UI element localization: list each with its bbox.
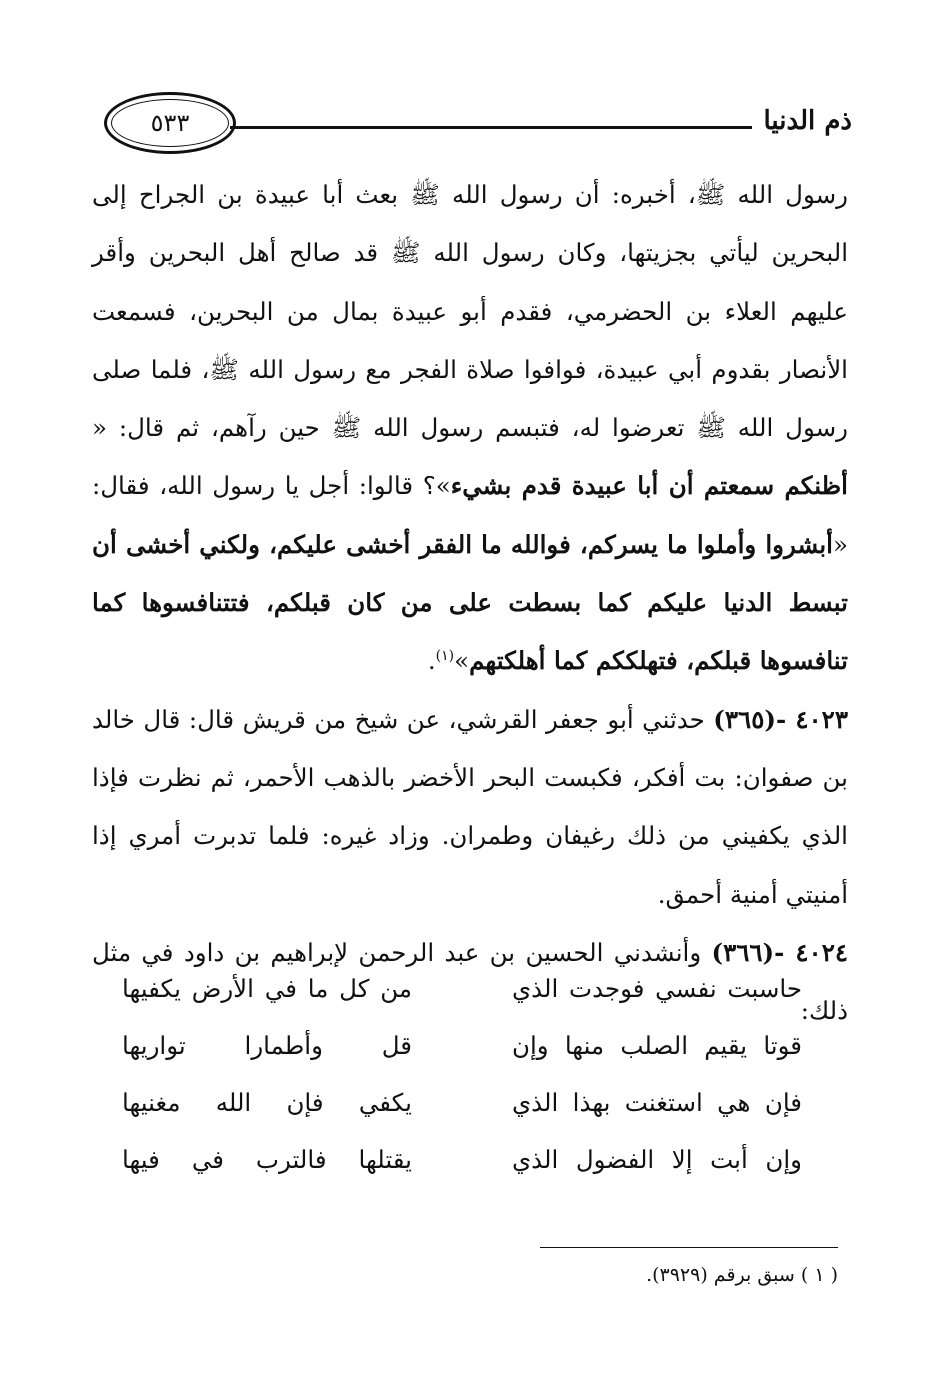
- report-number-4024: ٤٠٢٤ -(٣٦٦): [711, 937, 849, 967]
- verse-second-hemistich: من كل ما في الأرض يكفيها: [122, 974, 412, 1003]
- verse-line: [122, 1131, 802, 1188]
- page-number: ٥٣٣: [150, 109, 190, 137]
- paragraph-hadith: [92, 166, 848, 691]
- main-text: [92, 166, 848, 1040]
- footnote: ( ١ ) سبق برقم (٣٩٢٩).: [646, 1264, 838, 1286]
- prophet-quote-2: أبشروا وأملوا ما يسركم، فوالله ما الفقر أخشى عليكم، ولكني أخشى أن تبسط الدنيا عليكم كما بسطت على من كان قبلكم، فتتنافسوها كما تنافسوها قبلكم، فتهلككم كما أهلكتهم: [92, 529, 848, 676]
- verse-line: [122, 960, 802, 1017]
- verse-second-hemistich: يقتلها فالترب في فيها: [122, 1145, 412, 1174]
- footnote-reference: (١): [435, 648, 455, 665]
- hadith-narration-2: »؟ قالوا: أجل يا رسول الله، فقال: «: [92, 471, 848, 559]
- report-text-4023: حدثني أبو جعفر القرشي، عن شيخ من قريش قال: قال خالد بن صفوان: بت أفكر، فكبست البحر الأخضر بالذهب الأحمر، ثم نظرت فإذا الذي يكفيني من ذلك رغيفان وطمران. وزاد غيره: فلما تدبرت أمري إذا أمنيتي أمنية أحمق.: [92, 704, 848, 909]
- poem-verses: [122, 960, 802, 1188]
- running-title: ذم الدنيا: [763, 106, 852, 136]
- report-text-4024: وأنشدني الحسين بن عبد الرحمن لإبراهيم بن داود في مثل ذلك:: [92, 937, 848, 1026]
- verse-first-hemistich: حاسبت نفسي فوجدت الذي: [512, 974, 802, 1003]
- prophet-quote-1: أظنكم سمعتم أن أبا عبيدة قدم بشيء: [450, 471, 848, 501]
- page-header: [100, 88, 852, 158]
- verse-first-hemistich: فإن هي استغنت بهذا الذي: [512, 1088, 802, 1117]
- verse-line: [122, 1017, 802, 1074]
- verse-second-hemistich: يكفي فإن الله مغنيها: [122, 1088, 412, 1117]
- verse-first-hemistich: قوتا يقيم الصلب منها وإن: [512, 1031, 802, 1060]
- verse-second-hemistich: قل وأطمارا تواريها: [122, 1031, 412, 1060]
- verse-first-hemistich: وإن أبت إلا الفضول الذي: [512, 1145, 802, 1174]
- paragraph-end: .: [427, 646, 436, 676]
- report-number-4023: ٤٠٢٣ -(٣٦٥): [713, 704, 848, 734]
- quote-close: »: [454, 646, 470, 676]
- paragraph-4023: [92, 691, 848, 924]
- page-number-frame: [104, 92, 236, 154]
- verse-line: [122, 1074, 802, 1131]
- header-rule: [230, 126, 752, 129]
- footnote-separator: [540, 1247, 838, 1248]
- hadith-narration: رسول الله ﷺ، أخبره: أن رسول الله ﷺ بعث أبا عبيدة بن الجراح إلى البحرين ليأتي بجزيتها، وكان رسول الله ﷺ قد صالح أهل البحرين وأقر عليهم العلاء بن الحضرمي، فقدم أبو عبيدة بمال من البحرين، فسمعت الأنصار بقدوم أبي عبيدة، فوافوا صلاة الفجر مع رسول الله ﷺ، فلما صلى رسول الله ﷺ تعرضوا له، فتبسم رسول الله ﷺ حين رآهم، ثم قال: «: [92, 180, 848, 443]
